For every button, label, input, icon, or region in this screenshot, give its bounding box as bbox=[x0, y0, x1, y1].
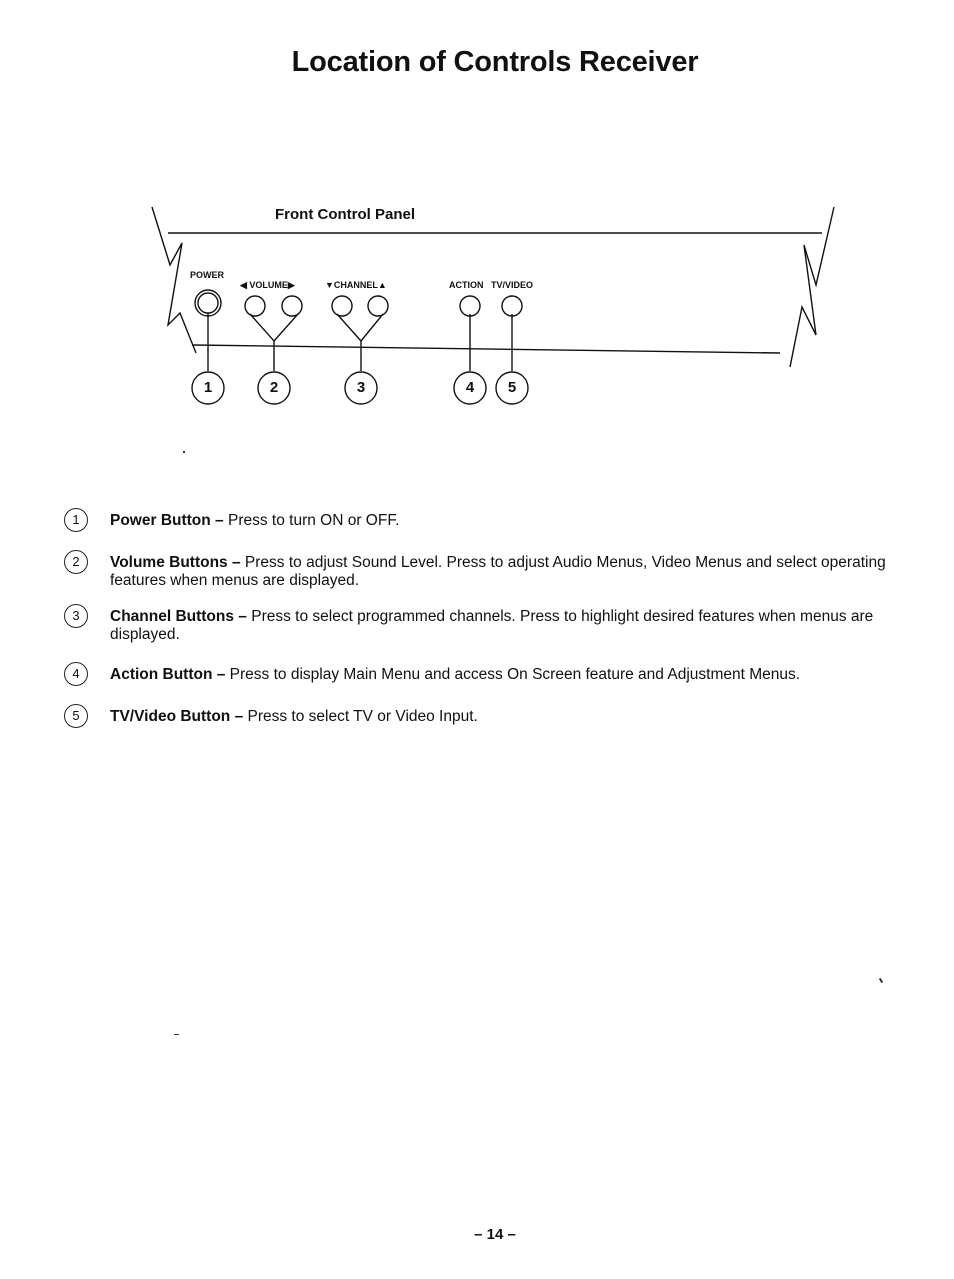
legend-text: Press to select programmed channels. Press to highlight desired features when menus are displayed. bbox=[110, 608, 874, 643]
page-number: – 14 – bbox=[474, 1226, 516, 1243]
volume-label: ◀ VOLUME▶ bbox=[240, 280, 295, 290]
page-title: Location of Controls Receiver bbox=[291, 46, 699, 78]
power-label: POWER bbox=[190, 270, 225, 280]
callout-number-2: 2 bbox=[269, 379, 279, 396]
callout-number-1: 1 bbox=[203, 379, 213, 396]
legend-description bbox=[110, 704, 924, 726]
left-break-mark bbox=[152, 207, 196, 353]
tvvideo-button-drawing bbox=[502, 296, 522, 316]
legend-number: 4 bbox=[64, 662, 88, 686]
panel-title: Front Control Panel bbox=[275, 206, 415, 223]
legend-text: Press to select TV or Video Input. bbox=[243, 708, 478, 725]
callout-number-5: 5 bbox=[507, 379, 517, 396]
action-label: ACTION bbox=[449, 280, 484, 290]
channel-label: ▼CHANNEL▲ bbox=[325, 280, 387, 290]
leader-2-fork bbox=[250, 314, 298, 341]
legend-item-action bbox=[64, 662, 924, 684]
legend-description bbox=[110, 550, 924, 590]
power-button-drawing bbox=[195, 290, 221, 316]
legend-item-tvvideo bbox=[64, 704, 924, 726]
front-panel-drawing bbox=[140, 195, 840, 425]
volume-down-button-drawing bbox=[245, 296, 265, 316]
legend-number: 5 bbox=[64, 704, 88, 728]
volume-up-button-drawing bbox=[282, 296, 302, 316]
scan-speck bbox=[183, 451, 185, 453]
action-button-drawing bbox=[460, 296, 480, 316]
legend-text: Press to turn ON or OFF. bbox=[223, 512, 400, 529]
channel-down-button-drawing bbox=[332, 296, 352, 316]
legend-item-channel bbox=[64, 604, 924, 644]
scan-speck bbox=[879, 978, 883, 983]
channel-up-button-drawing bbox=[368, 296, 388, 316]
legend-name: Power Button – bbox=[110, 512, 224, 529]
callout-number-4: 4 bbox=[465, 379, 475, 396]
right-break-mark bbox=[790, 207, 834, 367]
legend-item-power bbox=[64, 508, 924, 530]
leader-3-fork bbox=[337, 314, 383, 341]
callout-number-3: 3 bbox=[356, 379, 366, 396]
controls-legend bbox=[64, 508, 924, 740]
legend-name: Volume Buttons – bbox=[110, 554, 241, 571]
legend-number: 3 bbox=[64, 604, 88, 628]
legend-number: 2 bbox=[64, 550, 88, 574]
tvvideo-label: TV/VIDEO bbox=[491, 280, 534, 290]
legend-description bbox=[110, 604, 924, 644]
legend-name: TV/Video Button – bbox=[110, 708, 244, 725]
legend-name: Channel Buttons – bbox=[110, 608, 247, 625]
scan-speck bbox=[174, 1034, 179, 1035]
legend-text: Press to display Main Menu and access On Screen feature and Adjustment Menus. bbox=[225, 666, 801, 683]
legend-name: Action Button – bbox=[110, 666, 226, 683]
panel-bottom-edge bbox=[192, 345, 780, 353]
front-panel-diagram bbox=[140, 195, 840, 425]
legend-description bbox=[110, 662, 924, 684]
legend-item-volume bbox=[64, 550, 924, 590]
legend-number: 1 bbox=[64, 508, 88, 532]
legend-description bbox=[110, 508, 924, 530]
legend-text: Press to adjust Sound Level. Press to adjust Audio Menus, Video Menus and select operating features when menus are displayed. bbox=[110, 554, 886, 589]
power-button-inner bbox=[198, 293, 218, 313]
